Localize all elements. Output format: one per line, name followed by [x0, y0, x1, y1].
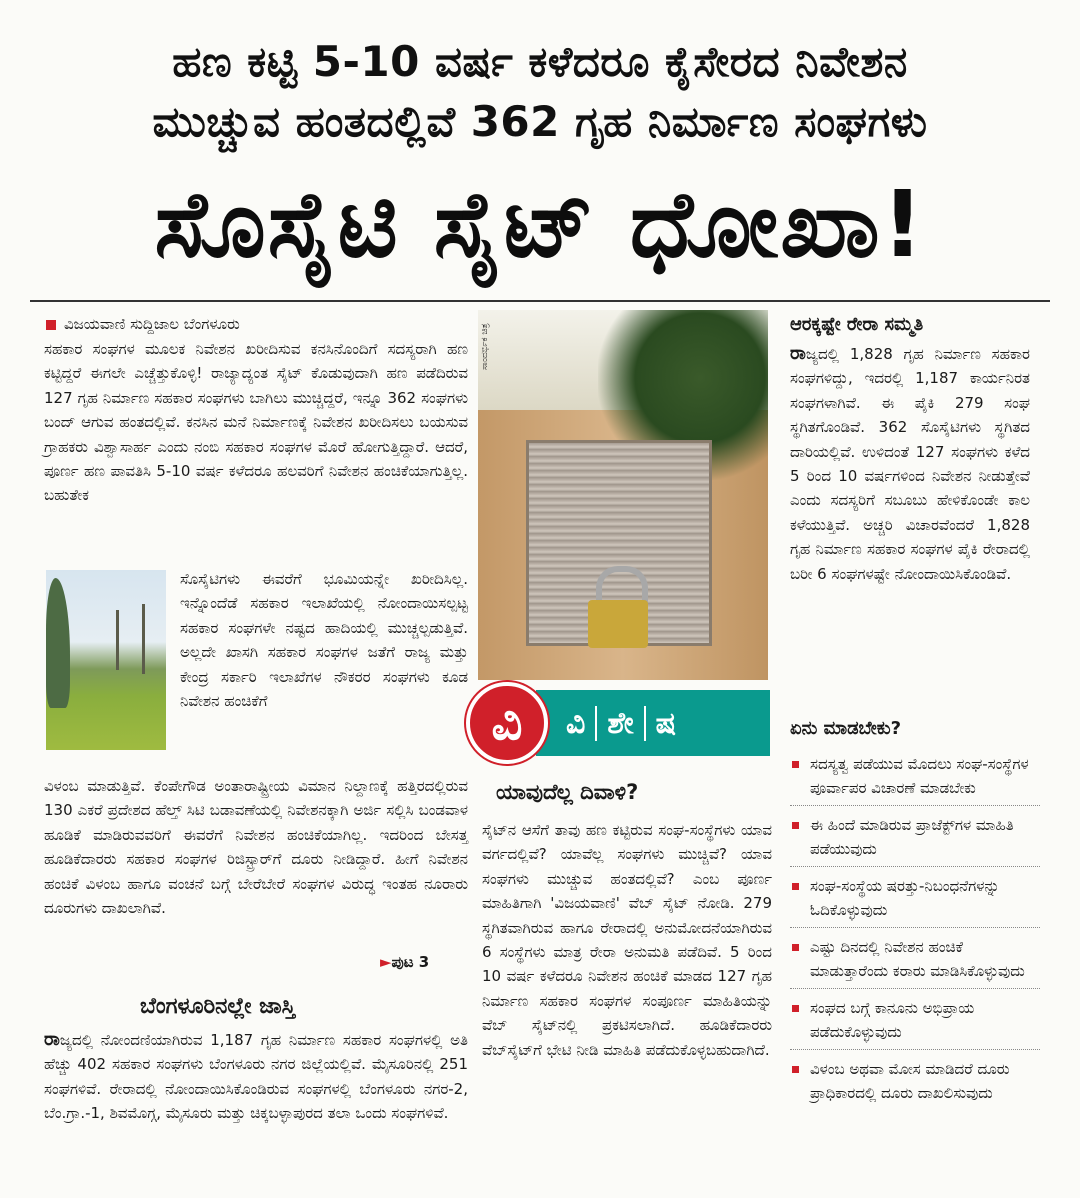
palm-trunk	[142, 604, 145, 674]
list-item: ಎಷ್ಟು ದಿನದಲ್ಲಿ ನಿವೇಶನ ಹಂಚಿಕೆ ಮಾಡುತ್ತಾರೆಂದು ಕರಾರು ಮಾಡಿಸಿಕೊಳ್ಳುವುದು	[790, 935, 1040, 989]
vishesha-letter: ವಿ	[556, 706, 597, 741]
main-headline: ಸೊಸೈಟಿ ಸೈಟ್ ಧೋಖಾ!	[154, 171, 926, 278]
byline	[46, 314, 240, 334]
article-para-top: ಸಹಕಾರ ಸಂಘಗಳ ಮೂಲಕ ನಿವೇಶನ ಖರೀದಿಸುವ ಕನಸಿನೊಂದಿಗೆ ಸದಸ್ಯರಾಗಿ ಹಣ ಕಟ್ಟಿದ್ದರೆ ಈಗಲೇ ಎಚ್ಚೆತ್ತುಕೊಳ್ಳಿ! ರಾಜ್ಯಾದ್ಯಂತ ಸೈಟ್ ಕೊಡುವುದಾಗಿ ಹಣ ಪಡೆದಿರುವ 127 ಗೃಹ ನಿರ್ಮಾಣ ಸಹಕಾರ ಸಂಘಗಳು ಬಾಗಿಲು ಮುಚ್ಚಿದ್ದರೆ, ಇನ್ನೂ 362 ಸಂಘಗಳು ಬಂದ್ ಆಗುವ ಹಂತದಲ್ಲಿವೆ. ಕನಸಿನ ಮನೆ ನಿರ್ಮಾಣಕ್ಕೆ ನಿವೇಶನ ಖರೀದಿಸಲು ಬಯಸುವ ಗ್ರಾಹಕರು ವಿಶ್ವಾಸಾರ್ಹ ಎಂದು ನಂಬಿ ಸಹಕಾರ ಸಂಘಗಳ ಮೊರೆ ಹೋಗುತ್ತಿದ್ದಾರೆ. ಆದರೆ, ಪೂರ್ಣ ಹಣ ಪಾವತಿಸಿ 5-10 ವರ್ಷ ಕಳೆದರೂ ಹಲವರಿಗೆ ನಿವೇಶನ ಹಂಚಿಕೆಯಾಗುತ್ತಿಲ್ಲ. ಬಹುತೇಕ	[44, 340, 468, 505]
list-item: ಸದಸ್ಯತ್ವ ಪಡೆಯುವ ಮೊದಲು ಸಂಘ-ಸಂಸ್ಥೆಗಳ ಪೂರ್ವಾಪರ ವಿಚಾರಣೆ ಮಾಡಬೇಕು	[790, 752, 1040, 806]
vishesha-letter: ಷ	[655, 705, 677, 741]
section-body-text: ಜ್ಯದಲ್ಲಿ ನೋಂದಣಿಯಾಗಿರುವ 1,187 ಗೃಹ ನಿರ್ಮಾಣ ಸಹಕಾರ ಸಂಘಗಳಲ್ಲಿ ಅತಿ ಹೆಚ್ಚು 402 ಸಹಕಾರ ಸಂಘಗಳು ಬೆಂಗಳೂರು ನಗರ ಜಿಲ್ಲೆಯಲ್ಲಿವೆ. ಮೈಸೂರಿನಲ್ಲಿ 251 ಸಂಘಗಳಿವೆ. ರೇರಾದಲ್ಲಿ ನೋಂದಾಯಿಸಿಕೊಂಡಿರುವ ಸಂಘಗಳಲ್ಲಿ ಬೆಂಗಳೂರು ನಗರ-2, ಬೆಂ.ಗ್ರಾ.-1, ಶಿವಮೊಗ್ಗ, ಮೈಸೂರು ಮತ್ತು ಚಿಕ್ಕಬಳ್ಳಾಪುರದ ತಲಾ ಒಂದು ಸಂಘಗಳಿವೆ.	[44, 1031, 468, 1123]
headline-line-2: ಮುಚ್ಚುವ ಹಂತದಲ್ಲಿವೆ 362 ಗೃಹ ನಿರ್ಮಾಣ ಸಂಘಗಳು	[152, 97, 928, 146]
photo-credit: ಸಾಂದರ್ಭಿಕ ಚಿತ್ರ	[480, 323, 490, 370]
continued-on-page[interactable]	[380, 953, 429, 971]
headline-divider	[30, 300, 1050, 302]
advice-list	[790, 752, 1040, 1117]
vishesha-banner	[466, 682, 770, 764]
section-heading-bankrupt: ಯಾವುದೆಲ್ಲ ದಿವಾಳಿ?	[496, 780, 639, 804]
section-body-bengaluru	[44, 1028, 468, 1126]
field-photo	[46, 570, 166, 750]
vishesha-badge: ವಿ	[466, 682, 548, 764]
bullet-square-icon	[46, 320, 56, 330]
locked-shutter-photo	[478, 310, 768, 680]
section-body-rera	[790, 342, 1030, 586]
headline-line-1: ಹಣ ಕಟ್ಟಿ 5-10 ವರ್ಷ ಕಳೆದರೂ ಕೈಸೇರದ ನಿವೇಶನ	[172, 37, 908, 86]
section-heading-what-to-do: ಏನು ಮಾಡಬೇಕು?	[790, 718, 902, 739]
section-heading-bengaluru: ಬೆಂಗಳೂರಿನಲ್ಲೇ ಜಾಸ್ತಿ	[140, 994, 296, 1019]
list-item: ಸಂಘದ ಬಗ್ಗೆ ಕಾನೂನು ಅಭಿಪ್ರಾಯ ಪಡೆದುಕೊಳ್ಳುವುದು	[790, 996, 1040, 1050]
section-body-text: ಜ್ಯದಲ್ಲಿ 1,828 ಗೃಹ ನಿರ್ಮಾಣ ಸಹಕಾರ ಸಂಘಗಳಿದ್ದು, ಇದರಲ್ಲಿ 1,187 ಕಾರ್ಯನಿರತ ಸಂಘಗಳಾಗಿವೆ. ಈ ಪೈಕಿ 279 ಸಂಘ ಸ್ಥಗಿತಗೊಂಡಿವೆ. 362 ಸೊಸೈಟಿಗಳು ಸ್ಥಗಿತದ ದಾರಿಯಲ್ಲಿವೆ. ಉಳಿದಂತೆ 127 ಸಂಘಗಳು ಕಳೆದ 5 ರಿಂದ 10 ವರ್ಷಗಳಿಂದ ನಿವೇಶನ ನೀಡುತ್ತೇವೆ ಎಂದು ಸದಸ್ಯರಿಗೆ ಸಬೂಬು ಹೇಳಿಕೊಂಡೇ ಕಾಲ ಕಳೆಯುತ್ತಿವೆ. ಅಚ್ಚರಿ ವಿಚಾರವೆಂದರೆ 1,828 ಗೃಹ ನಿರ್ಮಾಣ ಸಹಕಾರ ಸಂಘಗಳ ಪೈಕಿ ರೇರಾದಲ್ಲಿ ಬರೀ 6 ಸಂಘಗಳಷ್ಟೇ ನೋಂದಾಯಿಸಿಕೊಂಡಿವೆ.	[790, 345, 1030, 583]
list-item: ವಿಳಂಬ ಅಥವಾ ಮೋಸ ಮಾಡಿದರೆ ದೂರು ಪ್ರಾಧಿಕಾರದಲ್ಲಿ ದೂರು ದಾಖಲಿಸುವುದು	[790, 1057, 1040, 1110]
section-heading-rera: ಆರಕ್ಕಷ್ಟೇ ರೇರಾ ಸಮ್ಮತಿ	[790, 314, 924, 335]
byline-text: ವಿಜಯವಾಣಿ ಸುದ್ದಿಜಾಲ ಬೆಂಗಳೂರು	[64, 315, 240, 333]
vishesha-letter: ಶೇ	[597, 706, 645, 741]
tree-shape	[46, 578, 70, 708]
drop-cap: ರಾ	[44, 1029, 60, 1050]
article-para-bottom: ವಿಳಂಬ ಮಾಡುತ್ತಿವೆ. ಕೆಂಪೇಗೌಡ ಅಂತಾರಾಷ್ಟ್ರೀಯ ವಿಮಾನ ನಿಲ್ದಾಣಕ್ಕೆ ಹತ್ತಿರದಲ್ಲಿರುವ 130 ಎಕರೆ ಪ್ರದೇಶದ ಹೆಲ್ತ್ ಸಿಟಿ ಬಡಾವಣೆಯಲ್ಲಿ ನಿವೇಶನಕ್ಕಾಗಿ ಅರ್ಜಿ ಸಲ್ಲಿಸಿ ಬಂಡವಾಳ ಹೂಡಿಕೆ ಮಾಡಿರುವವರಿಗೆ ಈವರೆಗೆ ನಿವೇಶನ ಹಂಚಿಕೆಯಾಗಿಲ್ಲ. ಇದರಿಂದ ಬೇಸತ್ತ ಹೂಡಿಕೆದಾರರು ಸಹಕಾರ ಸಂಘಗಳ ರಿಜಿಸ್ಟ್ರಾರ್‌ಗೆ ದೂರು ನೀಡಿದ್ದಾರೆ. ಹೀಗೆ ನಿವೇಶನ ಹಂಚಿಕೆ ವಿಳಂಬ ಹಾಗೂ ವಂಚನೆ ಬಗ್ಗೆ ಬೇರೆಬೇರೆ ಸಂಘಗಳ ವಿರುದ್ಧ ಇಂತಹ ನೂರಾರು ದೂರುಗಳು ದಾಖಲಾಗಿವೆ.	[44, 777, 468, 918]
continued-label: ಪುಟ 3	[391, 953, 430, 971]
vishesha-bar	[536, 690, 770, 756]
section-body-bankrupt: ಸೈಟ್‌ನ ಆಸೆಗೆ ತಾವು ಹಣ ಕಟ್ಟಿರುವ ಸಂಘ-ಸಂಸ್ಥೆಗಳು ಯಾವ ವರ್ಗದಲ್ಲಿವೆ? ಯಾವೆಲ್ಲ ಸಂಘಗಳು ಮುಚ್ಚಿವೆ? ಯಾವ ಸಂಘಗಳು ಮುಚ್ಚುವ ಹಂತದಲ್ಲಿವೆ? ಎಂಬ ಪೂರ್ಣ ಮಾಹಿತಿಗಾಗಿ 'ವಿಜಯವಾಣಿ' ವೆಬ್ ಸೈಟ್ ನೋಡಿ. 279 ಸ್ಥಗಿತವಾಗಿರುವ ಹಾಗೂ ರೇರಾದಲ್ಲಿ ಅನುಮೋದನೆಯಾಗಿರುವ 6 ಸಂಸ್ಥೆಗಳು ಮಾತ್ರ ರೇರಾ ಅನುಮತಿ ಪಡೆದಿವೆ. 5 ರಿಂದ 10 ವರ್ಷ ಕಳೆದರೂ ನಿವೇಶನ ಹಂಚಿಕೆ ಮಾಡದ 127 ಗೃಹ ನಿರ್ಮಾಣ ಸಹಕಾರ ಸಂಘಗಳ ಸಂಪೂರ್ಣ ಮಾಹಿತಿಯನ್ನು ವೆಬ್ ಸೈಟ್‌ನಲ್ಲಿ ಪ್ರಕಟಿಸಲಾಗಿದೆ. ಹೂಡಿಕೆದಾರರು ವೆಬ್‌ಸೈಟ್‌ಗೆ ಭೇಟಿ ನೀಡಿ ಮಾಹಿತಿ ಪಡೆದುಕೊಳ್ಳಬಹುದಾಗಿದೆ.	[482, 821, 772, 1059]
padlock-icon	[588, 600, 648, 648]
arrow-right-icon: ►	[380, 953, 392, 971]
list-item: ಸಂಘ-ಸಂಸ್ಥೆಯ ಷರತ್ತು-ನಿಬಂಧನೆಗಳನ್ನು ಓದಿಕೊಳ್ಳುವುದು	[790, 874, 1040, 928]
drop-cap: ರಾ	[790, 343, 806, 364]
list-item: ಈ ಹಿಂದೆ ಮಾಡಿರುವ ಪ್ರಾಜೆಕ್ಟ್‌ಗಳ ಮಾಹಿತಿ ಪಡೆಯುವುದು	[790, 813, 1040, 867]
palm-trunk	[116, 610, 119, 670]
article-para-middle: ಸೊಸೈಟಿಗಳು ಈವರೆಗೆ ಭೂಮಿಯನ್ನೇ ಖರೀದಿಸಿಲ್ಲ. ಇನ್ನೊಂದೆಡೆ ಸಹಕಾರ ಇಲಾಖೆಯಲ್ಲಿ ನೋಂದಾಯಿಸಲ್ಪಟ್ಟ ಸಹಕಾರ ಸಂಘಗಳೇ ನಷ್ಟದ ಹಾದಿಯಲ್ಲಿ ಮುಚ್ಚಲ್ಪಡುತ್ತಿವೆ. ಅಲ್ಲದೇ ಖಾಸಗಿ ಸಹಕಾರ ಸಂಘಗಳ ಜತೆಗೆ ರಾಜ್ಯ ಮತ್ತು ಕೇಂದ್ರ ಸರ್ಕಾರಿ ಇಲಾಖೆಗಳ ನೌಕರರ ಸಂಘಗಳು ಕೂಡ ನಿವೇಶನ ಹಂಚಿಕೆಗೆ	[180, 570, 468, 711]
